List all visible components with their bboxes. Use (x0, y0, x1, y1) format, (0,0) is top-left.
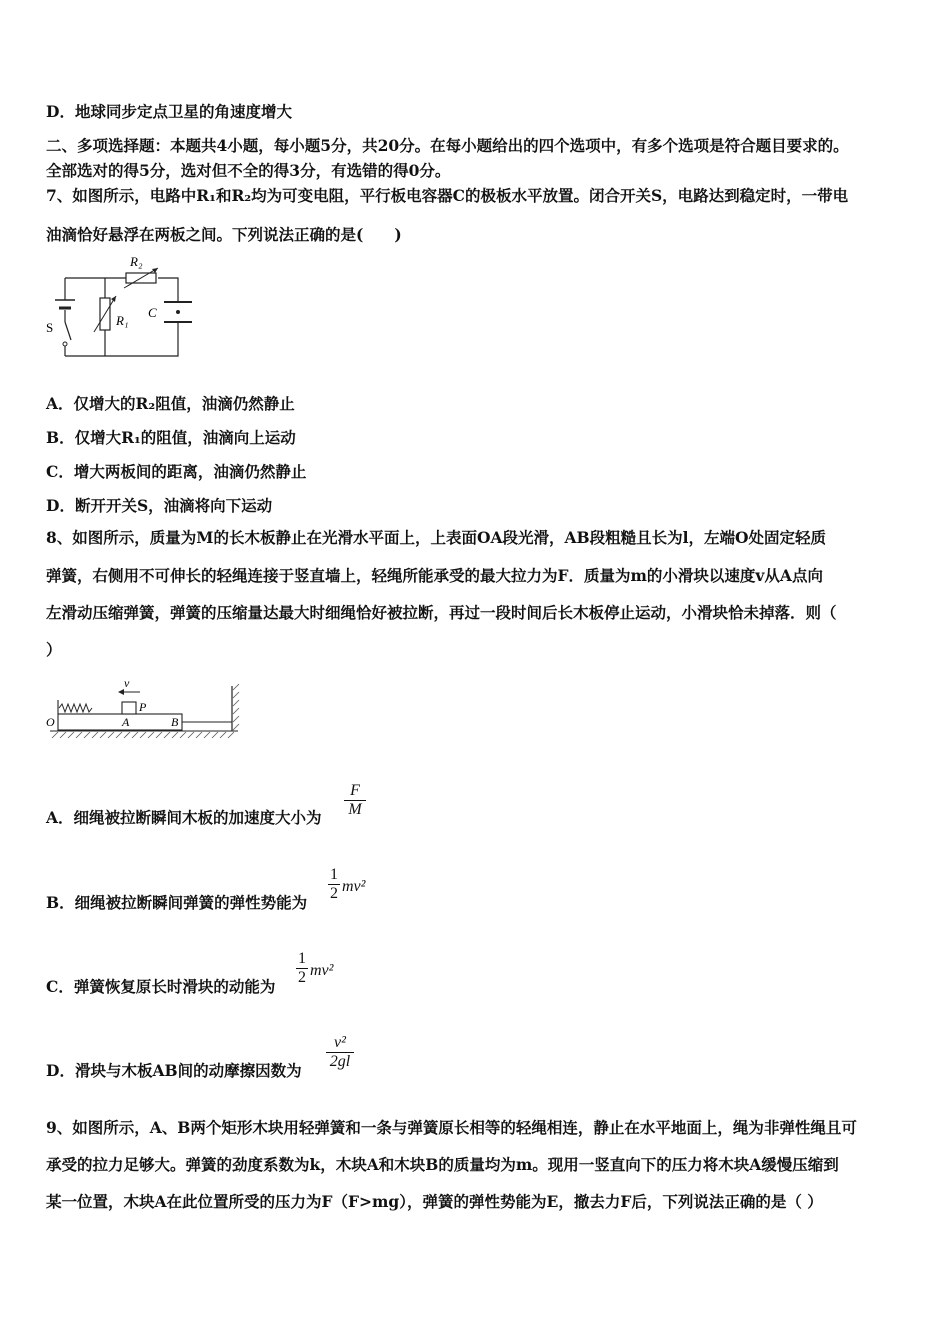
q8-stem-line3: 左滑动压缩弹簧，弹簧的压缩量达最大时细绳恰好被拉断，再过一段时间后长木板停止运动，小滑块恰未掉落．则（ (46, 603, 837, 622)
wire-top (65, 278, 178, 302)
label-b: B (171, 715, 179, 729)
switch-lever (65, 322, 71, 340)
spring (59, 704, 92, 712)
oil-droplet (176, 310, 180, 314)
q8-option-d-fraction (326, 1034, 354, 1071)
q8-option-c-denominator: 2 (298, 969, 306, 986)
q8-option-c-text: C．弹簧恢复原长时滑块的动能为 (46, 977, 276, 996)
q9-stem-line2: 承受的拉力足够大。弹簧的劲度系数为k，木块A和木块B的质量均为m。现用一竖直向下的压力将木块A缓慢压缩到 (46, 1155, 839, 1174)
q7-circuit-diagram (40, 250, 200, 365)
q8-option-b-expression: mv² (342, 878, 366, 895)
q9-stem-line3: 某一位置，木块A在此位置所受的压力为F（F>mg），弹簧的弹性势能为E，撤去力F后，下列说法正确的是（ ） (46, 1192, 823, 1211)
label-a: A (122, 715, 130, 729)
q8-option-b-fraction (328, 866, 340, 903)
q8-stem-line2: 弹簧，右侧用不可伸长的轻绳连接于竖直墙上，轻绳所能承受的最大拉力为F．质量为m的小滑块以速度v从A点向 (46, 566, 823, 585)
label-p: P (139, 700, 147, 714)
label-v: v (124, 676, 130, 690)
q8-option-d-text: D．滑块与木板AB间的动摩擦因数为 (46, 1061, 302, 1080)
q8-option-d (46, 1059, 302, 1081)
q7-stem-line2: 油滴恰好悬浮在两板之间。下列说法正确的是( ) (46, 225, 402, 244)
q8-option-b-text: B．细绳被拉断瞬间弹簧的弹性势能为 (46, 893, 308, 912)
capacitor-label: C (148, 305, 157, 320)
q7-option-c: C．增大两板间的距离，油滴仍然静止 (46, 462, 307, 481)
q8-option-b-numerator: 1 (330, 866, 338, 883)
long-board (58, 714, 182, 730)
q8-option-c-numerator: 1 (298, 950, 306, 967)
q8-option-a-denominator: M (348, 801, 362, 818)
q8-option-b (46, 891, 307, 913)
q8-option-a-numerator: F (350, 782, 360, 799)
label-o: O (46, 715, 55, 729)
q8-board-diagram (44, 676, 244, 748)
q7-option-a: A．仅增大的R₂阻值，油滴仍然静止 (46, 394, 295, 413)
q7-option-d: D．断开开关S，油滴将向下运动 (46, 496, 273, 515)
r1-label: R₁ (116, 313, 129, 328)
q8-stem-line1: 8、如图所示，质量为M的长木板静止在光滑水平面上，上表面OA段光滑，AB段粗糙且长为l，左端O处固定轻质 (46, 528, 826, 547)
q8-option-b-denominator: 2 (330, 885, 338, 902)
q8-option-c-expression: mv² (310, 962, 334, 979)
q9-stem-line1: 9、如图所示，A、B两个矩形木块用轻弹簧和一条与弹簧原长相等的轻绳相连，静止在水平地面上，绳为非弹性绳且可 (46, 1118, 857, 1137)
section2-instructions-line1: 二、多项选择题：本题共4小题，每小题5分，共20分。在每小题给出的四个选项中，有多个选项是符合题目要求的。 (46, 136, 849, 155)
switch-contact (63, 342, 67, 346)
q7-option-b: B．仅增大R₁的阻值，油滴向上运动 (46, 428, 296, 447)
q8-option-d-numerator: v² (334, 1034, 346, 1051)
q6-option-d: D．地球同步定点卫星的角速度增大 (46, 102, 292, 121)
q8-option-c (46, 975, 275, 997)
section2-instructions-line2: 全部选对的得5分，选对但不全的得3分，有选错的得0分。 (46, 161, 451, 180)
q8-option-c-fraction (296, 950, 308, 987)
q8-option-d-denominator: 2gl (329, 1053, 351, 1070)
slider-block-p (122, 702, 136, 714)
r2-label: R₂ (130, 254, 143, 269)
q8-option-a-text: A．细绳被拉断瞬间木板的加速度大小为 (46, 808, 322, 827)
switch-label: S (46, 320, 54, 335)
q8-option-a (46, 806, 322, 828)
q7-stem-line1: 7、如图所示，电路中R₁和R₂均为可变电阻，平行板电容器C的极板水平放置。闭合开关S，电路达到稳定时，一带电 (46, 186, 849, 205)
q8-stem-line4: ） (46, 640, 62, 659)
q8-option-a-fraction (344, 782, 366, 819)
